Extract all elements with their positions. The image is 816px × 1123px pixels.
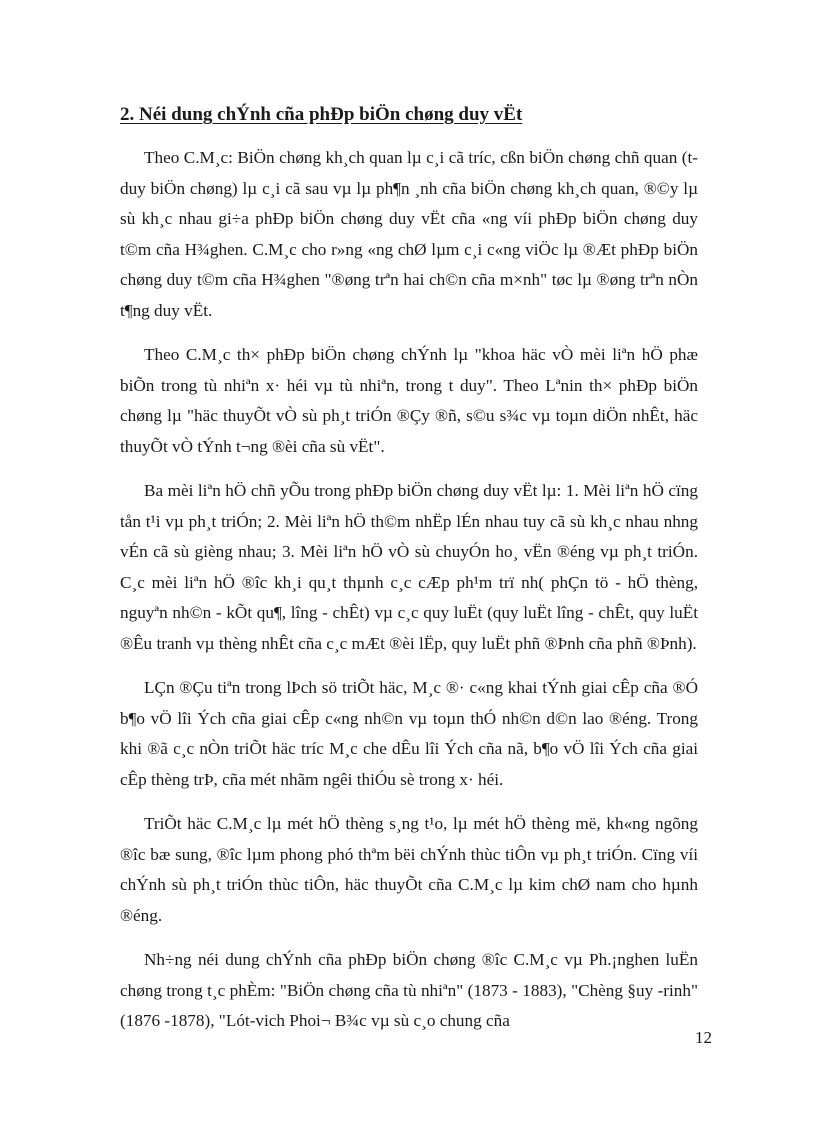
page-number: 12	[695, 1028, 712, 1047]
paragraph-5: TriÕt häc C.M¸c lµ mét hÖ thèng s¸ng t¹o, lµ mét hÖ thèng më, kh«ng ngõng ®îc bæ sung, ®îc lµm phong phó thªm bëi chÝnh thùc tiÔn vµ ph¸t triÓn. Cïng víi chÝnh sù ph¸t triÓn thùc tiÔn, häc thuyÕt cña C.M¸c lµ kim chØ nam cho hµnh ®éng.	[120, 814, 698, 925]
paragraph-2: Theo C.M¸c th× phĐp biÖn chøng chÝnh lµ "khoa häc vÒ mèi liªn hÖ phæ biÕn trong tù nhiªn x· héi vµ tù nhiªn, trong t duy". Theo Lªnin th× phĐp biÖn chøng lµ "häc thuyÕt vÒ sù ph¸t triÓn ®Çy ®ñ, s©u s¾c vµ toµn diÖn nhÊt, häc thuyÕt vÒ tÝnh t¬ng ®èi cña sù vËt".	[120, 345, 698, 456]
paragraph-6: Nh÷ng néi dung chÝnh cña phĐp biÖn chøng ®îc C.M¸c vµ Ph.¡nghen luËn chøng trong t¸c phÈm: "BiÖn chøng cña tù nhiªn" (1873 - 1883), "Chèng §uy -rinh" (1876 -1878), "Lót-vich Phoi¬ B¾c vµ sù c¸o chung cña	[120, 950, 698, 1030]
body-text	[120, 143, 698, 1051]
paragraph-4: LÇn ®Çu tiªn trong lÞch sö triÕt häc, M¸c ®· c«ng khai tÝnh giai cÊp cña ®Ó b¶o vÖ lîi Ých cña giai cÊp c«ng nh©n vµ toµn thÓ nh©n d©n lao ®éng. Trong khi ®ã c¸c nÒn triÕt häc tríc M¸c che dÊu lîi Ých cña nã, b¶o vÖ lîi Ých cña giai cÊp thèng trÞ, cña mét nhãm ngêi thiÓu sè trong x· héi.	[120, 678, 698, 789]
paragraph-3: Ba mèi liªn hÖ chñ yÕu trong phĐp biÖn chøng duy vËt lµ: 1. Mèi liªn hÖ cïng tån t¹i vµ ph¸t triÓn; 2. Mèi liªn hÖ th©m nhËp lÉn nhau tuy cã sù kh¸c nhau nhng vÉn cã sù gièng nhau; 3. Mèi liªn hÖ vÒ sù chuyÓn ho¸ vËn ®éng vµ ph¸t triÓn. C¸c mèi liªn hÖ ®îc kh¸i qu¸t thµnh c¸c cÆp ph¹m trï nh( phÇn tö - hÖ thèng, nguyªn nh©n - kÕt qu¶, lîng - chÊt) vµ c¸c quy luËt (quy luËt lîng - chÊt, quy luËt ®Êu tranh vµ thèng nhÊt cña c¸c mÆt ®èi lËp, quy luËt phñ ®Þnh cña phñ ®Þnh).	[120, 481, 698, 653]
section-heading: 2. Néi dung chÝnh cña phĐp biÖn chøng duy vËt	[120, 104, 523, 125]
paragraph-1: Theo C.M¸c: BiÖn chøng kh¸ch quan lµ c¸i cã tríc, cßn biÖn chøng chñ quan (t duy biÖn chøng) lµ c¸i cã sau vµ lµ ph¶n ¸nh cña biÖn chøng kh¸ch quan, ®©y lµ sù kh¸c nhau gi÷a phĐp biÖn chøng duy vËt cña «ng víi phĐp biÖn chøng duy t©m cña H¾ghen. C.M¸c cho r»ng «ng chØ lµm c¸i c«ng viÖc lµ ®Æt phĐp biÖn chøng duy t©m cña H¾ghen "®øng trªn hai ch©n cña m×nh" tøc lµ ®øng trªn nÒn t¶ng duy vËt.	[120, 148, 698, 320]
